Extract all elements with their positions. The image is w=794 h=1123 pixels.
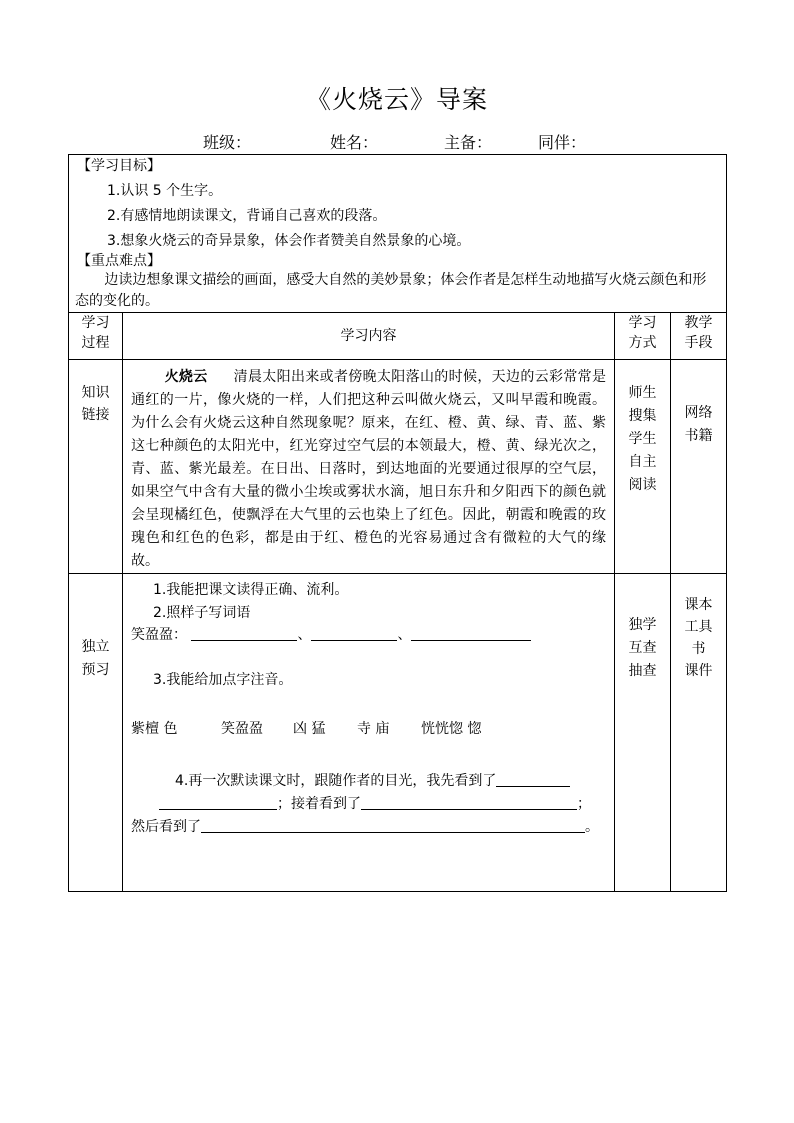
word-item: 紫檀 色	[131, 721, 178, 737]
page-title: 《火烧云》导案	[305, 85, 488, 114]
header-fields	[0, 130, 794, 152]
answer-blank[interactable]	[496, 770, 570, 787]
answer-blank[interactable]	[411, 624, 531, 641]
col-header-content: 学习内容	[123, 313, 615, 360]
knowledge-text: 火烧云 清晨太阳出来或者傍晚太阳落山的时候，天边的云彩常常是通红的一片，像火烧的一样，人们把这种云叫做火烧云，又叫早霞和晚霞。为什么会有火烧云这种自然现象呢？原来，在红、橙、黄、绿、青、蓝、紫这七种颜色的太阳光中，红光穿过空气层的本领最大，橙、黄、绿光次之，青、蓝、紫光最差。在日出、日落时，到达地面的光要通过很厚的空气层，如果空气中含有大量的微小尘埃或雾状水滴，旭日东升和夕阳西下的颜色就会呈现橘红色，使飘浮在大气里的云也染上了红色。因此，朝霞和晚霞的玫瑰色和红色的色彩，都是由于红、橙色的光容易通过含有微粒的大气的缘故。	[131, 369, 607, 569]
preview-item-1: 1.我能把课文读得正确、流利。	[153, 582, 349, 598]
goal-item: 2.有感情地朗读课文，背诵自己喜欢的段落。	[107, 208, 387, 224]
word-item: 寺 庙	[357, 721, 390, 737]
separator: 、	[297, 627, 312, 643]
name-label: 姓名：	[330, 133, 379, 152]
goals-cell	[69, 155, 727, 313]
preview-content	[123, 574, 615, 892]
preview-method: 独学互查抽查	[615, 574, 671, 892]
answer-blank[interactable]	[361, 793, 577, 810]
answer-blank[interactable]	[191, 624, 297, 641]
goals-heading: 【学习目标】	[77, 158, 161, 174]
lead-label: 主备：	[444, 133, 493, 152]
answer-blank[interactable]	[159, 793, 277, 810]
knowledge-content	[123, 360, 615, 574]
knowledge-means: 网络书籍	[671, 360, 727, 574]
preview-item-4-line1: 4.再一次默读课文时，跟随作者的目光，我先看到了	[175, 770, 570, 792]
knowledge-keyword: 火烧云	[164, 369, 208, 385]
guide-table	[68, 154, 727, 892]
word-item: 凶 猛	[293, 721, 326, 737]
partner-label: 同伴：	[538, 133, 587, 152]
pinyin-words	[131, 718, 511, 740]
key-points-text: 边读边想象课文描绘的画面，感受大自然的美妙景象；体会作者是怎样生动地描写火烧云颜色和形态的变化的。	[75, 272, 707, 309]
col-header-method: 学习方式	[615, 313, 671, 360]
knowledge-process: 知识链接	[69, 360, 123, 574]
col-header-means: 教学手段	[671, 313, 727, 360]
answer-blank[interactable]	[201, 816, 585, 833]
goal-item: 1.认识 5 个生字。	[107, 183, 223, 199]
word-example-line	[131, 624, 531, 646]
preview-means: 课本 工具 书 课件	[671, 574, 727, 892]
answer-blank[interactable]	[311, 624, 397, 641]
preview-item-4-line3: 然后看到了 。	[131, 816, 599, 838]
preview-item-3: 3.我能给加点字注音。	[153, 672, 293, 688]
preview-item-2: 2.照样子写词语	[153, 605, 251, 621]
col-header-process: 学习过程	[69, 313, 123, 360]
separator: 、	[397, 627, 412, 643]
example-label: 笑盈盈：	[131, 627, 187, 643]
word-item: 恍恍惚 惚	[421, 721, 482, 737]
preview-process: 独立预习	[69, 574, 123, 892]
preview-item-4-line2: ；接着看到了 ；	[159, 793, 591, 815]
key-points-heading: 【重点难点】	[77, 253, 161, 269]
knowledge-method: 师生搜集学生自主阅读	[615, 360, 671, 574]
goal-item: 3.想象火烧云的奇异景象，体会作者赞美自然景象的心境。	[107, 233, 471, 249]
word-item: 笑盈盈	[221, 721, 263, 737]
class-label: 班级：	[203, 133, 252, 152]
